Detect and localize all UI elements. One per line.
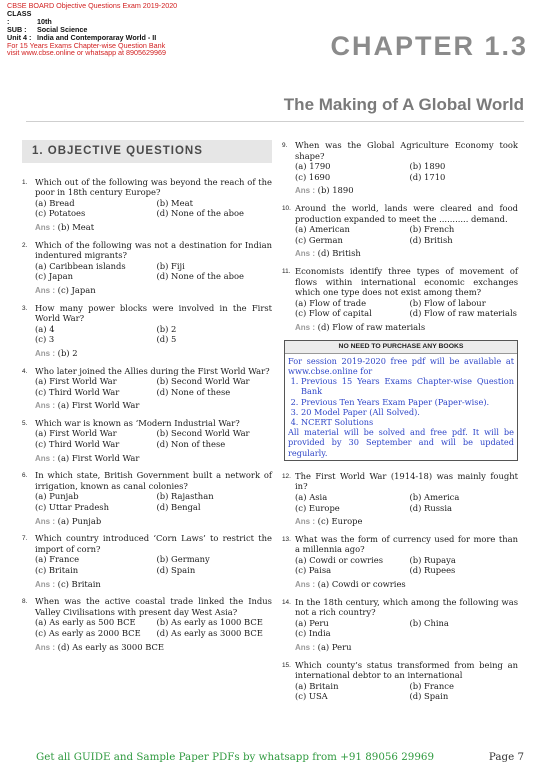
option-item: (c) 1690 [295, 171, 331, 182]
question-item [282, 534, 518, 591]
question-item [22, 596, 272, 653]
question-number: 14. [282, 598, 291, 606]
answer-label: Ans : [295, 580, 315, 590]
question-item [282, 140, 518, 197]
option-item: (c) Third World War [35, 386, 120, 397]
option-item: (a) France [35, 554, 80, 565]
option-item: (d) British [409, 234, 453, 245]
option-item: (c) Europe [295, 502, 340, 513]
answer-label: Ans : [35, 642, 55, 652]
header-exam-line: CBSE BOARD Objective Questions Exam 2019-2020 [7, 1, 178, 10]
answer-value: (a) First World War [57, 400, 140, 411]
promo-list-item: 4. NCERT Solutions [301, 417, 514, 427]
question-options [295, 681, 518, 702]
question-options [295, 618, 518, 639]
answer-label: Ans : [35, 453, 55, 463]
option-item: (d) Russia [409, 502, 453, 513]
answer-value: (d) As early as 3000 BCE [57, 641, 165, 652]
question-text: When was the active coastal trade linked the Indus Valley Civilisations with present day West Asia? [35, 596, 272, 617]
question-options [35, 491, 272, 512]
promo-box [284, 340, 518, 461]
answer-value: (b) Meat [57, 221, 95, 232]
option-item: (d) None of the aboe [156, 271, 244, 282]
option-item: (c) 3 [35, 334, 55, 345]
question-item [22, 418, 272, 464]
option-item: (a) Peru [295, 617, 329, 628]
answer-line [295, 579, 518, 591]
header-divider [26, 121, 524, 122]
question-text: How many power blocks were involved in the First World War? [35, 302, 272, 324]
left-question-list [22, 177, 272, 654]
option-item: (a) Flow of trade [295, 297, 367, 308]
option-item: (b) Rajasthan [156, 491, 214, 502]
answer-value: (c) Britain [57, 578, 101, 589]
option-item: (a) American [295, 224, 350, 235]
option-item: (b) 2 [156, 323, 177, 334]
question-text: Around the world, lands were cleared and food production expanded to meet the ........... demand. [295, 202, 518, 224]
option-item: (a) First World War [35, 376, 117, 387]
option-item: (d) Spain [156, 565, 196, 575]
option-item: (a) Cowdi or cowries [295, 554, 384, 565]
answer-label: Ans : [35, 348, 55, 358]
class-value: 10th [37, 16, 52, 26]
answer-value: (a) First World War [57, 452, 140, 463]
answer-label: Ans : [295, 322, 315, 332]
promo-list-item: 3. 20 Model Paper (All Solved). [301, 407, 514, 417]
question-options [295, 492, 518, 513]
option-item: (c) Flow of capital [295, 308, 372, 319]
question-options [295, 298, 518, 319]
option-item: (d) None of these [156, 386, 231, 397]
answer-line [35, 348, 272, 360]
option-item: (b) America [409, 491, 460, 502]
promo-outro: All material will be solved and free pdf. It will be provided by 30 September and will be updated regularly. [288, 427, 514, 458]
question-options [35, 198, 272, 219]
answer-value: (b) 1890 [317, 185, 354, 196]
question-item [22, 366, 272, 412]
question-text: Which out of the following was beyond the reach of the poor in 18th century Europe? [35, 176, 272, 198]
option-item: (b) Second World War [156, 428, 250, 439]
question-options [35, 554, 272, 575]
document-header [7, 2, 177, 57]
option-item: (d) As early as 3000 BCE [156, 627, 263, 638]
question-options [295, 161, 518, 182]
right-question-list-top [282, 140, 518, 334]
option-item: (d) Non of these [156, 439, 226, 450]
option-item: (a) Asia [295, 491, 328, 502]
option-item: (c) Potatoes [35, 208, 86, 219]
answer-line [295, 642, 518, 654]
option-item: (c) Britain [35, 565, 79, 575]
class-label: CLASS : [7, 8, 32, 26]
question-number: 4. [22, 367, 28, 375]
header-question-bank-line: For 15 Years Exams Chapter-wise Question Bank [7, 40, 166, 50]
option-item: (a) 4 [35, 323, 55, 334]
question-number: 9. [282, 142, 288, 149]
question-number: 2. [22, 241, 28, 249]
answer-line [295, 322, 518, 334]
question-item [282, 471, 518, 528]
option-item: (d) 1710 [409, 171, 446, 182]
answer-label: Ans : [295, 517, 315, 527]
question-options [35, 376, 272, 397]
unit-value: India and Contemporaray World - II [37, 32, 157, 42]
question-text: The First World War (1914-18) was mainly fought in? [295, 470, 518, 492]
question-number: 1. [22, 178, 28, 186]
option-item: (a) As early as 500 BCE [35, 617, 136, 628]
option-item: (c) Japan [35, 271, 73, 282]
question-number: 6. [22, 472, 28, 480]
answer-label: Ans : [35, 579, 55, 589]
answer-value: (a) Punjab [57, 515, 102, 526]
option-item: (d) Bengal [156, 502, 201, 513]
option-item: (b) French [409, 224, 455, 235]
question-text: In which state, British Government built a network of irrigation, known as canal colonies? [35, 470, 272, 491]
answer-label: Ans : [35, 516, 55, 526]
question-number: 10. [282, 204, 291, 212]
answer-value: (d) Flow of raw materials [317, 321, 426, 332]
question-item [22, 177, 272, 234]
question-item [282, 660, 518, 702]
question-number: 13. [282, 535, 291, 543]
option-item: (b) France [409, 680, 454, 691]
option-item: (b) 1890 [409, 161, 446, 172]
answer-line [35, 400, 272, 412]
option-item: (d) Rupees [409, 565, 456, 576]
answer-label: Ans : [35, 285, 55, 295]
section-heading: 1. OBJECTIVE QUESTIONS [22, 140, 272, 163]
question-number: 3. [22, 304, 28, 312]
option-item: (b) Fiji [156, 260, 185, 271]
question-text: Which county’s status transformed from being an international debtor to an international [295, 659, 518, 681]
answer-line [35, 285, 272, 297]
promo-list-item: 1. Previous 15 Years Exams Chapter-wise Question Bank [301, 376, 514, 396]
answer-value: (b) 2 [57, 347, 78, 358]
chapter-title: CHAPTER 1.3 [330, 31, 528, 61]
answer-label: Ans : [295, 643, 315, 653]
answer-line [35, 642, 272, 654]
page-number: Page 7 [488, 751, 524, 763]
option-item: (c) India [295, 628, 331, 639]
option-item: (d) None of the aboe [156, 208, 244, 219]
promo-list [288, 376, 514, 427]
question-item [282, 597, 518, 654]
option-item: (a) 1790 [295, 161, 331, 172]
option-item: (b) Rupaya [409, 554, 456, 565]
question-item [282, 266, 518, 334]
left-column [22, 140, 272, 659]
option-item: (b) Meat [156, 197, 193, 208]
option-item: (c) Uttar Pradesh [35, 502, 109, 513]
question-text: When was the Global Agriculture Economy took shape? [295, 140, 518, 161]
answer-line [295, 185, 518, 197]
question-text: Which war is known as ‘Modern Industrial War? [35, 417, 240, 428]
question-number: 5. [22, 419, 28, 427]
question-text: Which of the following was not a destination for Indian indentured migrants? [35, 239, 272, 261]
subject-label: SUB : [7, 24, 27, 34]
option-item: (a) Bread [35, 197, 75, 208]
answer-label: Ans : [295, 249, 315, 259]
option-item: (b) Flow of labour [409, 297, 486, 308]
answer-label: Ans : [295, 186, 315, 196]
question-number: 12. [282, 472, 291, 480]
question-item [282, 203, 518, 260]
question-number: 8. [22, 598, 28, 606]
promo-list-item: 2. Previous Ten Years Exam Paper (Paper-wise). [301, 397, 514, 407]
option-item: (b) As early as 1000 BCE [156, 617, 263, 628]
option-item: (b) Germany [156, 554, 210, 565]
question-text: Economists identify three types of movement of flows within international economic exchanges which one type does not exist among them? [295, 265, 518, 298]
topic-title: The Making of A Global World [283, 95, 524, 114]
answer-value: (c) Europe [317, 516, 363, 527]
right-question-list-bottom [282, 471, 518, 702]
option-item: (c) USA [295, 691, 328, 702]
option-item: (c) As early as 2000 BCE [35, 627, 141, 638]
question-text: In the 18th century, which among the following was not a rich country? [295, 596, 518, 618]
question-options [295, 555, 518, 576]
question-number: 7. [22, 535, 28, 543]
unit-label: Unit 4 : [7, 32, 32, 42]
option-item: (c) Third World War [35, 439, 120, 450]
question-options [295, 224, 518, 245]
answer-line [35, 516, 272, 528]
answer-label: Ans : [35, 222, 55, 232]
option-item: (c) German [295, 234, 343, 245]
answer-line [35, 579, 272, 591]
answer-label: Ans : [35, 401, 55, 411]
promo-title: NO NEED TO PURCHASE ANY BOOKS [285, 341, 517, 354]
answer-value: (a) Cowdi or cowries [317, 579, 406, 590]
header-class-line [7, 10, 177, 26]
question-options [35, 617, 272, 638]
answer-value: (d) British [317, 248, 361, 259]
option-item: (a) Punjab [35, 491, 79, 502]
promo-intro: For session 2019-2020 free pdf will be available at www.cbse.online for [288, 355, 514, 376]
answer-line [295, 516, 518, 528]
footer-whatsapp-text: Get all GUIDE and Sample Paper PDFs by whatsapp from +91 89056 29969 [36, 751, 434, 763]
right-column [282, 140, 518, 708]
question-item [22, 470, 272, 527]
question-text: Who later joined the Allies during the First World War? [35, 365, 270, 376]
question-item [22, 240, 272, 297]
question-item [22, 533, 272, 590]
option-item: (d) Flow of raw materials [409, 308, 517, 319]
question-item [22, 303, 272, 360]
answer-line [35, 453, 272, 465]
answer-value: (c) Japan [57, 284, 96, 295]
header-visit-line: visit www.cbse.online or whatsapp at 8905629969 [7, 48, 167, 58]
option-item: (a) First World War [35, 428, 117, 439]
option-item: (a) Caribbean islands [35, 260, 126, 271]
question-options [35, 324, 272, 345]
option-item: (b) China [409, 617, 449, 628]
question-text: Which country introduced ‘Corn Laws’ to restrict the import of corn? [35, 533, 272, 554]
option-item: (a) Britain [295, 680, 339, 691]
question-number: 15. [282, 661, 291, 669]
option-item: (c) Paisa [295, 565, 332, 576]
question-text: What was the form of currency used for more than a millennia ago? [295, 533, 518, 555]
answer-line [35, 222, 272, 234]
answer-line [295, 248, 518, 260]
question-options [35, 428, 272, 449]
option-item: (d) Spain [409, 691, 449, 702]
subject-value: Social Science [37, 24, 88, 34]
question-number: 11. [282, 267, 291, 275]
promo-body [285, 354, 517, 460]
answer-value: (a) Peru [317, 642, 352, 653]
question-options [35, 261, 272, 282]
option-item: (b) Second World War [156, 376, 250, 387]
option-item: (d) 5 [156, 334, 177, 345]
